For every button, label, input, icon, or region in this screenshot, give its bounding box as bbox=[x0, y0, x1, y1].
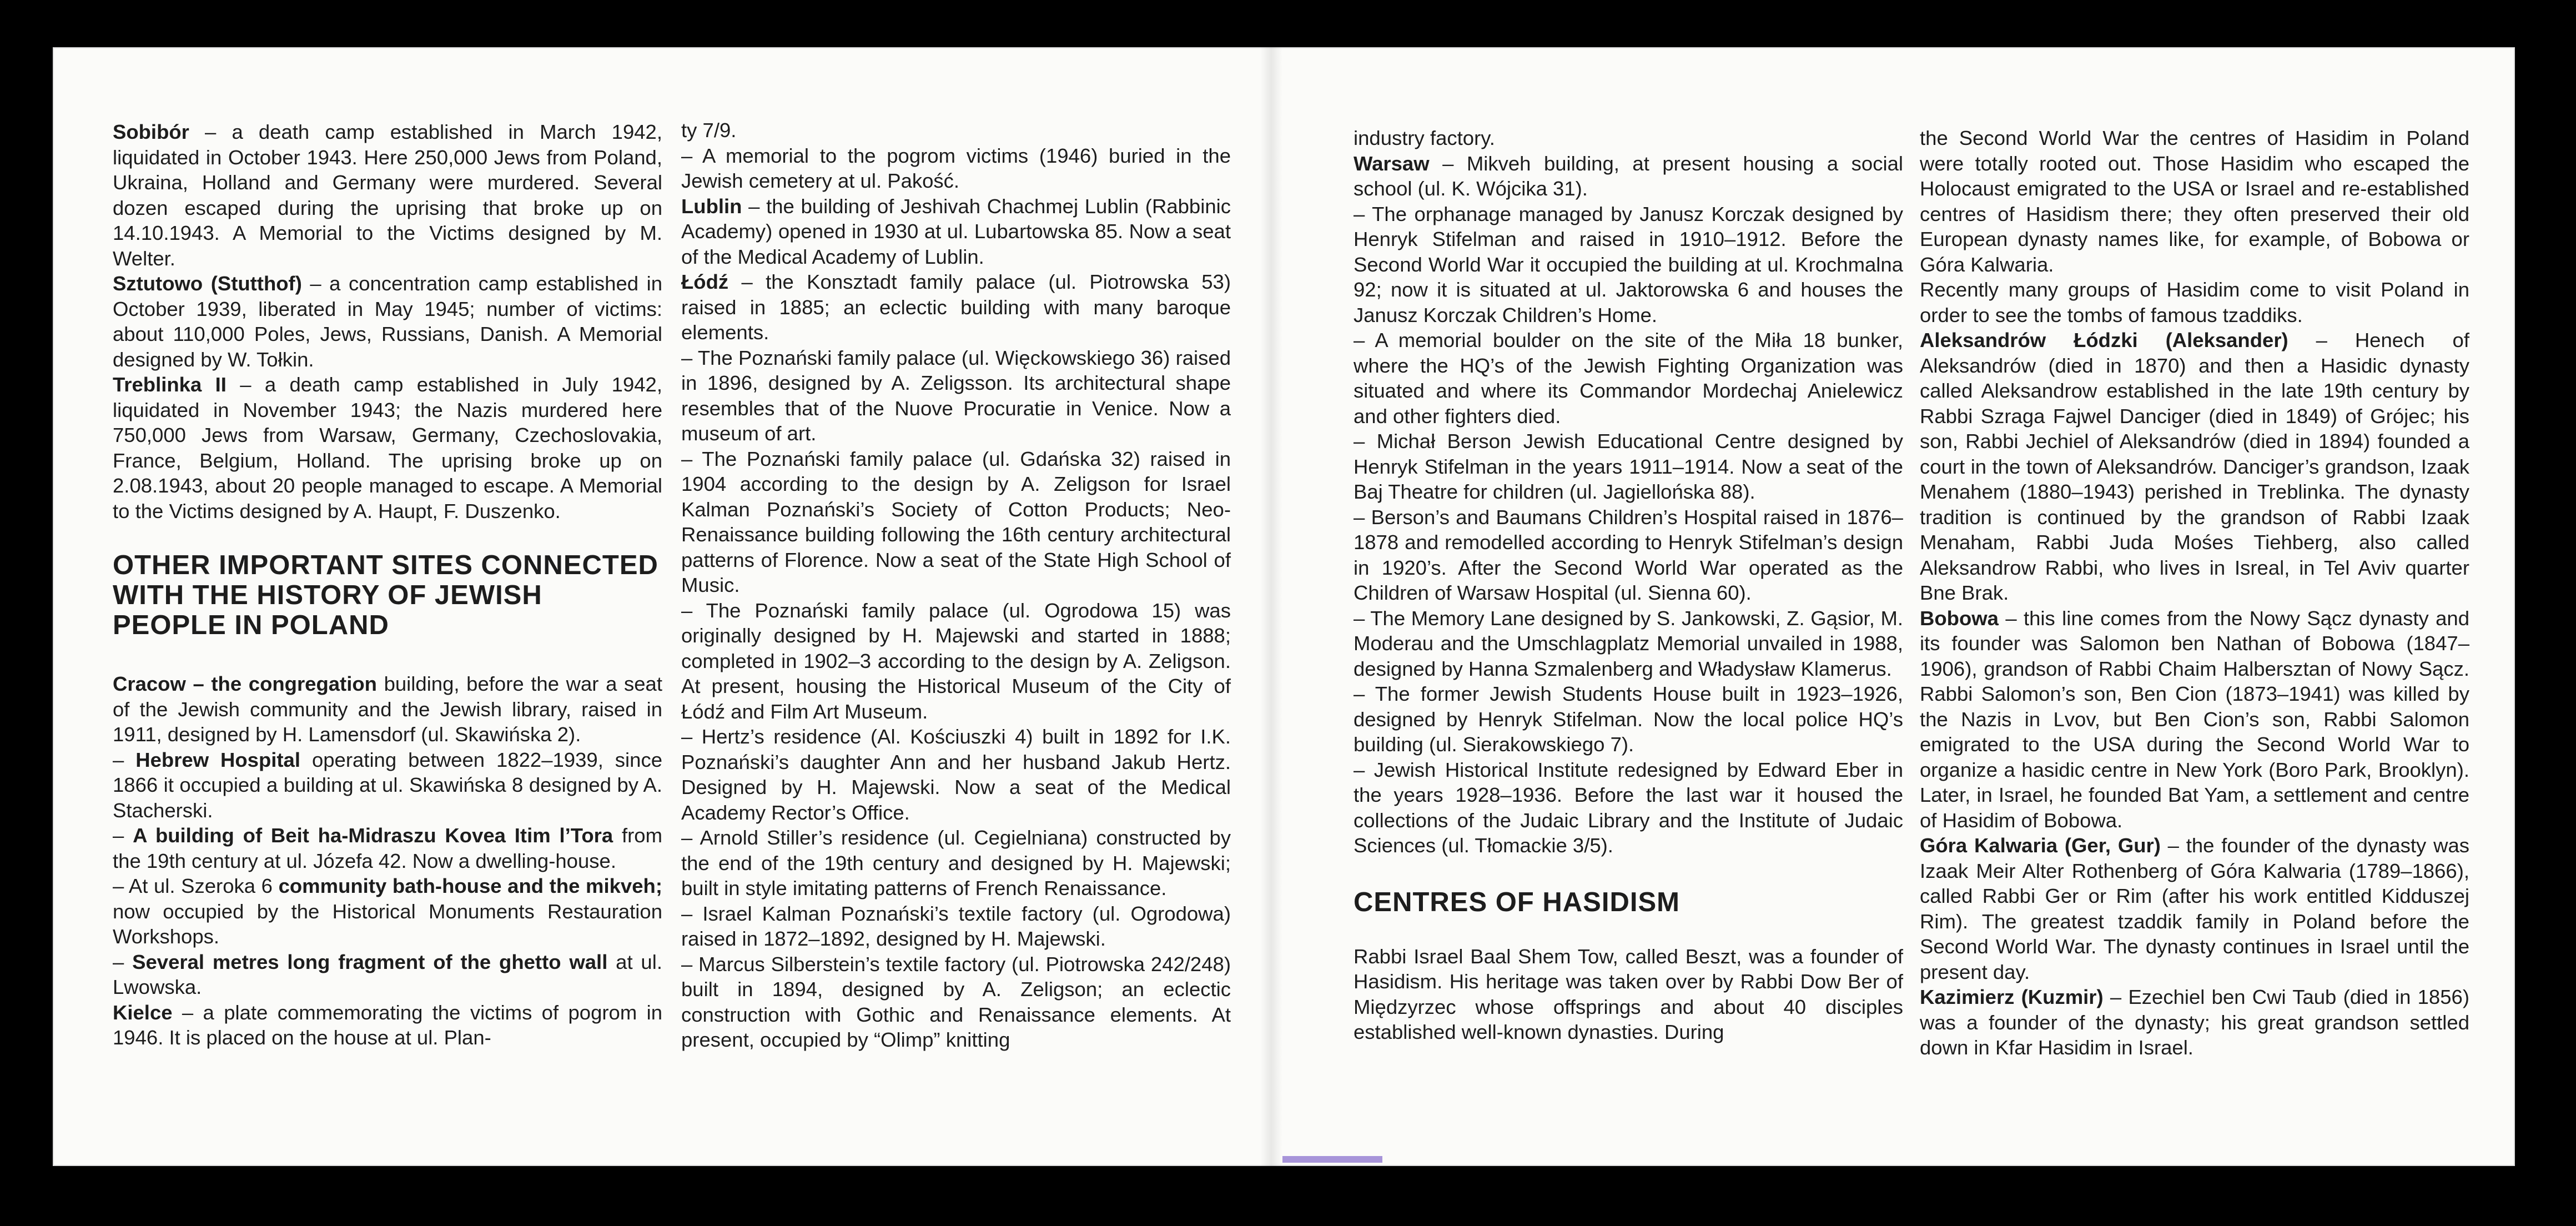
paragraph-beszt: Rabbi Israel Baal Shem Tow, called Beszt, was a founder of Hasidism. His heritage was taken over by Rabbi Dow Ber of Międzyrzec whose offsprings and about 40 disciples established well-known dynasties. During bbox=[1354, 944, 1903, 1043]
paragraph-sobibor: Sobibór – a death camp established in March 1942, liquidated in October 1943. Here 250,000 Jews from Poland, Ukraina, Holland and Germany were murdered. Several dozen escaped during the uprising that broke up on 14.10.1943. A Memorial to the Victims designed by M. Welter. bbox=[113, 120, 662, 270]
paragraph-hebrew-hospital: – Hebrew Hospital operating between 1822–1939, since 1866 it occupied a building at ul. Skawińska 8 designed by A. Stacherski. bbox=[113, 748, 662, 822]
paragraph-mila-18: – A memorial boulder on the site of the Miła 18 bunker, where the HQ’s of the Jewish Fighting Organization was situated and where its Commandor Mordechaj Anielewicz and other fighters died. bbox=[1354, 329, 1903, 428]
paragraph-industry-cont: industry factory. bbox=[1354, 127, 1495, 149]
paragraph-warsaw: Warsaw – Mikveh building, at present housing a social school (ul. K. Wójcika 31). bbox=[1354, 152, 1903, 200]
paragraph-poznanski-15: – The Poznański family palace (ul. Ogrodowa 15) was originally designed by H. Majewski and started in 1888; completed in 1902–3 according to the design by A. Zeligson. At present, housing the Historical Museum of the City of Łódź and Film Art Museum. bbox=[681, 599, 1231, 723]
paragraph-silberstein: – Marcus Silberstein’s textile factory (ul. Piotrowska 242/248) built in 1894, designed by A. Zeligson; an eclectic construction with Gothic and Renaissance elements. At present, occupied by “Olimp” knitting bbox=[681, 952, 1231, 1051]
paragraph-historical-institute: – Jewish Historical Institute redesigned by Edward Eber in the years 1928–1936. Before the last war it housed the collections of the Judaic Library and the Institute of Judaic Sciences (ul. Tłomackie 3/5). bbox=[1354, 758, 1903, 857]
paragraph-poznanski-36: – The Poznański family palace (ul. Więckowskiego 36) raised in 1896, designed by A. Zeligsson. Its architectural shape resembles that of the Nuove Procuratie in Venice. Now a museum of art. bbox=[681, 346, 1231, 445]
column-4 bbox=[1920, 125, 2469, 1061]
paragraph-pogrom-memorial: – A memorial to the pogrom victims (1946) buried in the Jewish cemetery at ul. Pakość. bbox=[681, 144, 1231, 192]
cover-edge bbox=[1282, 1156, 1382, 1163]
paragraph-textile-factory: – Israel Kalman Poznański’s textile factory (ul. Ogrodowa) raised in 1872–1892, designed by H. Majewski. bbox=[681, 902, 1231, 950]
paragraph-kazimierz: Kazimierz (Kuzmir) – Ezechiel ben Cwi Taub (died in 1856) was a founder of the dynasty; his great grandson settled down in Kfar Hasidim in Israel. bbox=[1920, 986, 2469, 1059]
paragraph-wwii-hasidim: the Second World War the centres of Hasidim in Poland were totally rooted out. Those Hasidim who escaped the Holocaust emigrated to the USA or Israel and re-established centres of Hasidism there; they often preserved their old European dynasty names like, for example, of Bobowa or Góra Kalwaria. bbox=[1920, 127, 2469, 276]
paragraph-stiller: – Arnold Stiller’s residence (ul. Cegielniana) constructed by the end of the 19th century and designed by H. Majewski; built in style imitating patterns of French Renaissance. bbox=[681, 826, 1231, 900]
paragraph-poznanski-32: – The Poznański family palace (ul. Gdańska 32) raised in 1904 according to the design by A. Zeligson for Israel Kalman Poznański’s Society of Cotton Products; Neo-Renaissance building following the 16th century architectural patterns of Florence. Now a seat of the State High School of Music. bbox=[681, 447, 1231, 596]
paragraph-beit-midrasz: – A building of Beit ha-Midraszu Kovea Itim l’Tora from the 19th century at ul. Józefa 42. Now a dwelling-house. bbox=[113, 824, 662, 872]
paragraph-sztutowo: Sztutowo (Stutthof) – a concentration camp established in October 1939, liberated in May 1945; number of victims: about 110,000 Poles, Jews, Russians, Danish. A Memorial designed by W. Tołkin. bbox=[113, 272, 663, 371]
column-1 bbox=[113, 119, 662, 1051]
paragraph-cracow: Cracow – the congregation building, before the war a seat of the Jewish community and the Jewish library, raised in 1911, designed by H. Lamensdorf (ul. Skawińska 2). bbox=[113, 672, 662, 746]
paragraph-lublin: Lublin – the building of Jeshivah Chachmej Lublin (Rabbinic Academy) opened in 1930 at ul. Lubartowska 85. Now a seat of the Medical Academy of Lublin. bbox=[681, 194, 1231, 268]
paragraph-gora-kalwaria: Góra Kalwaria (Ger, Gur) – the founder of the dynasty was Izaak Meir Alter Rothenberg of Góra Kalwaria (1789–1866), called Rabbi Ger or Rim (after his work entitled Kidduszej Rim). The greatest tzaddik family in Poland before the Second World War. The dynasty continues in Israel until the present day. bbox=[1920, 834, 2469, 983]
paragraph-memory-lane: – The Memory Lane designed by S. Jankowski, Z. Gąsior, M. Moderau and the Umschlagplatz Memorial unvailed in 1988, designed by Hanna Szmalenberg and Władysław Klamerus. bbox=[1354, 606, 1903, 680]
paragraph-recently: Recently many groups of Hasidim come to visit Poland in order to see the tombs of famous tzaddiks. bbox=[1920, 278, 2469, 326]
paragraph-bobowa: Bobowa – this line comes from the Nowy Sącz dynasty and its founder was Salomon ben Nathan of Bobowa (1847–1906), grandson of Rabbi Chaim Halbersztan of Nowy Sącz. Rabbi Salomon’s son, Ben Cion (1873–1941) was killed by the Nazis in Lvov, but Ben Cion’s son, Rabbi Salomon emigrated to the USA during the Second World War to organize a hasidic centre in New York (Boro Park, Brooklyn). Later, in Israel, he founded Bat Yam, a settlement and centre of Hasidim of Bobowa. bbox=[1920, 606, 2469, 832]
paragraph-students-house: – The former Jewish Students House built in 1923–1926, designed by Henryk Stifelman. Now the local police HQ’s building (ul. Sierakowskiego 7). bbox=[1354, 682, 1903, 756]
paragraph-hertz: – Hertz’s residence (Al. Kościuszki 4) built in 1892 for I.K. Poznański’s daughter Ann and her husband Jakub Hertz. Designed by H. Majewski. Now a seat of the Medical Academy Rector’s Office. bbox=[681, 725, 1231, 824]
column-2 bbox=[681, 118, 1231, 1053]
paragraph-lodz: Łódź – the Konsztadt family palace (ul. Piotrowska 53) raised in 1885; an eclectic building with many baroque elements. bbox=[681, 270, 1231, 344]
paragraph-kielce: Kielce – a plate commemorating the victims of pogrom in 1946. It is placed on the house at ul. Plan- bbox=[113, 1001, 662, 1049]
paragraph-treblinka: Treblinka II – a death camp established in July 1942, liquidated in November 1943; the Nazis murdered here 750,000 Jews from Warsaw, Germany, Czechoslovakia, France, Belgium, Holland. The uprising broke up on 2.08.1943, about 20 people managed to escape. A Memorial to the Victims designed by A. Haupt, F. Duszenko. bbox=[113, 373, 662, 522]
heading-centres-hasidism: CENTRES OF HASIDISM bbox=[1354, 887, 1680, 917]
paragraph-aleksandrow: Aleksandrów Łódzki (Aleksander) – Henech of Aleksandrów (died in 1870) and then a Hasidic dynasty called Aleksandrow established in the late 19th century by Rabbi Szraga Fajwel Danciger (died in 1849) of Grójec; his son, Rabbi Jechiel of Aleksandrów (died in 1894) founded a court in the town of Aleksandrów. Danciger’s grandson, Izaak Menahem (1880–1943) perished in Treblinka. The dynasty tradition is continued by the grandson of Rabbi Izaak Menaham, Rabbi Juda Mośes Tiehberg, also called Aleksandrow Rabbi, who lives in Isreal, in Tel Aviv quarter Bne Brak. bbox=[1920, 329, 2469, 604]
paragraph-orphanage: – The orphanage managed by Janusz Korczak designed by Henryk Stifelman and raised in 1910–1912. Before the Second World War it occupied the building at ul. Krochmalna 92; now it is situated at ul. Jaktorowska 6 and houses the Janusz Korczak Children’s Home. bbox=[1354, 202, 1903, 326]
paragraph-berson-centre: – Michał Berson Jewish Educational Centre designed by Henryk Stifelman in the years 1911–1914. Now a seat of the Baj Theatre for children (ul. Jagiellońska 88). bbox=[1354, 430, 1903, 503]
paragraph-ghetto-wall: – Several metres long fragment of the ghetto wall at ul. Lwowska. bbox=[113, 950, 662, 998]
paragraph-kielce-cont: ty 7/9. bbox=[681, 119, 737, 142]
heading-other-sites: OTHER IMPORTANT SITES CONNECTED WITH THE HISTORY OF JEWISH PEOPLE IN POLAND bbox=[113, 550, 658, 640]
center-fold bbox=[1260, 47, 1282, 1166]
paragraph-bath-house: – At ul. Szeroka 6 community bath-house and the mikveh; now occupied by the Historical Monuments Restauration Workshops. bbox=[113, 875, 662, 948]
column-3 bbox=[1354, 125, 1903, 1045]
paragraph-children-hospital: – Berson’s and Baumans Children’s Hospital raised in 1876–1878 and remodelled according to Henryk Stifelman’s design in 1920’s. After the Second World War operated as the Children of Warsaw Hospital (ul. Sienna 60). bbox=[1354, 505, 1903, 604]
